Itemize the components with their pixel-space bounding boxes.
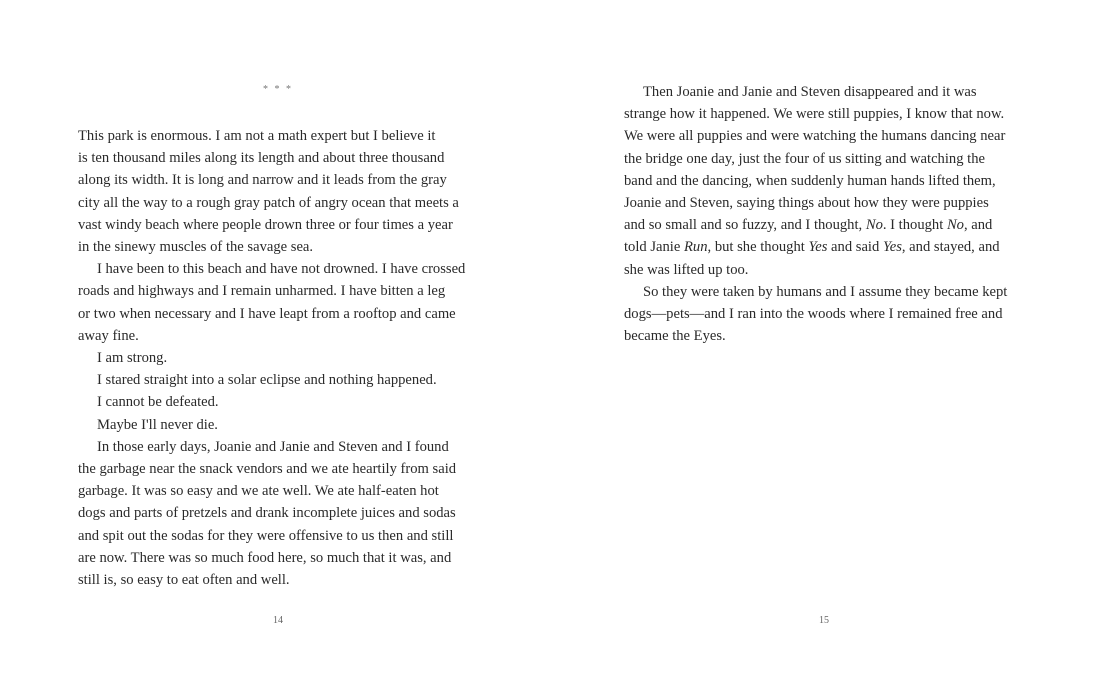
text-run: , and [963,217,993,234]
text-run: and said [827,239,883,256]
text-line: away fine. [78,327,139,344]
text-line-with-italics [624,236,1024,258]
italic-word: Run [684,239,708,256]
text-line: band and the dancing, when suddenly human hands lifted them, [624,172,996,189]
text-line: became the Eyes. [624,328,726,345]
text-run: and so small and so fuzzy, and I thought, [624,217,866,234]
page-number: 14 [273,615,283,626]
section-break: * * * [263,84,293,95]
italic-word: No [946,217,964,234]
left-page-body [78,125,478,591]
text-line: I stared straight into a solar eclipse and nothing happened. [97,372,437,389]
text-line: dogs and parts of pretzels and drank incomplete juices and sodas [78,505,456,522]
text-line-with-italics [624,214,1024,236]
italic-word: Yes [882,239,902,256]
text-line: vast windy beach where people drown three or four times a year [78,216,453,233]
text-line: city all the way to a rough gray patch of angry ocean that meets a [78,194,459,211]
text-line: In those early days, Joanie and Janie and Steven and I found [97,438,449,455]
text-line: in the sinewy muscles of the savage sea. [78,239,314,256]
italic-word: No [865,217,883,234]
text-line: along its width. It is long and narrow and it leads from the gray [78,172,447,189]
text-line: roads and highways and I remain unharmed. I have bitten a leg [78,283,446,300]
text-line: So they were taken by humans and I assume they became kept [643,283,1008,300]
text-run: , and stayed, and [901,239,1000,256]
text-line: is ten thousand miles along its length and about three thousand [78,150,445,167]
text-run: . I thought [882,217,947,234]
text-line: I cannot be defeated. [97,394,219,411]
text-line: Then Joanie and Janie and Steven disappeared and it was [643,84,977,100]
text-line: I have been to this beach and have not drowned. I have crossed [97,261,466,278]
page-number: 15 [819,615,829,626]
text-line: or two when necessary and I have leapt from a rooftop and came [78,305,456,322]
left-page [78,0,478,674]
text-line: I am strong. [97,350,168,367]
text-run: told Janie [624,239,684,256]
text-line: still is, so easy to eat often and well. [78,572,290,589]
right-page [624,0,1024,674]
text-line: the bridge one day, just the four of us sitting and watching the [624,150,985,167]
text-line: garbage. It was so easy and we ate well. We ate half-eaten hot [78,483,439,500]
text-line: and spit out the sodas for they were offensive to us then and still [78,527,454,544]
text-line: Maybe I'll never die. [97,416,218,433]
text-line: Joanie and Steven, saying things about how they were puppies [624,195,989,212]
right-page-body [624,81,1024,347]
text-line: This park is enormous. I am not a math expert but I believe it [78,128,436,144]
text-line: We were all puppies and were watching the humans dancing near [624,128,1006,145]
text-line: dogs—pets—and I ran into the woods where I remained free and [624,306,1003,323]
text-line: are now. There was so much food here, so much that it was, and [78,549,452,566]
text-line: strange how it happened. We were still puppies, I know that now. [624,106,1005,123]
italic-word: Yes [808,239,828,256]
text-line: she was lifted up too. [624,261,749,278]
text-line: the garbage near the snack vendors and we ate heartily from said [78,461,457,478]
text-run: , but she thought [707,239,809,256]
